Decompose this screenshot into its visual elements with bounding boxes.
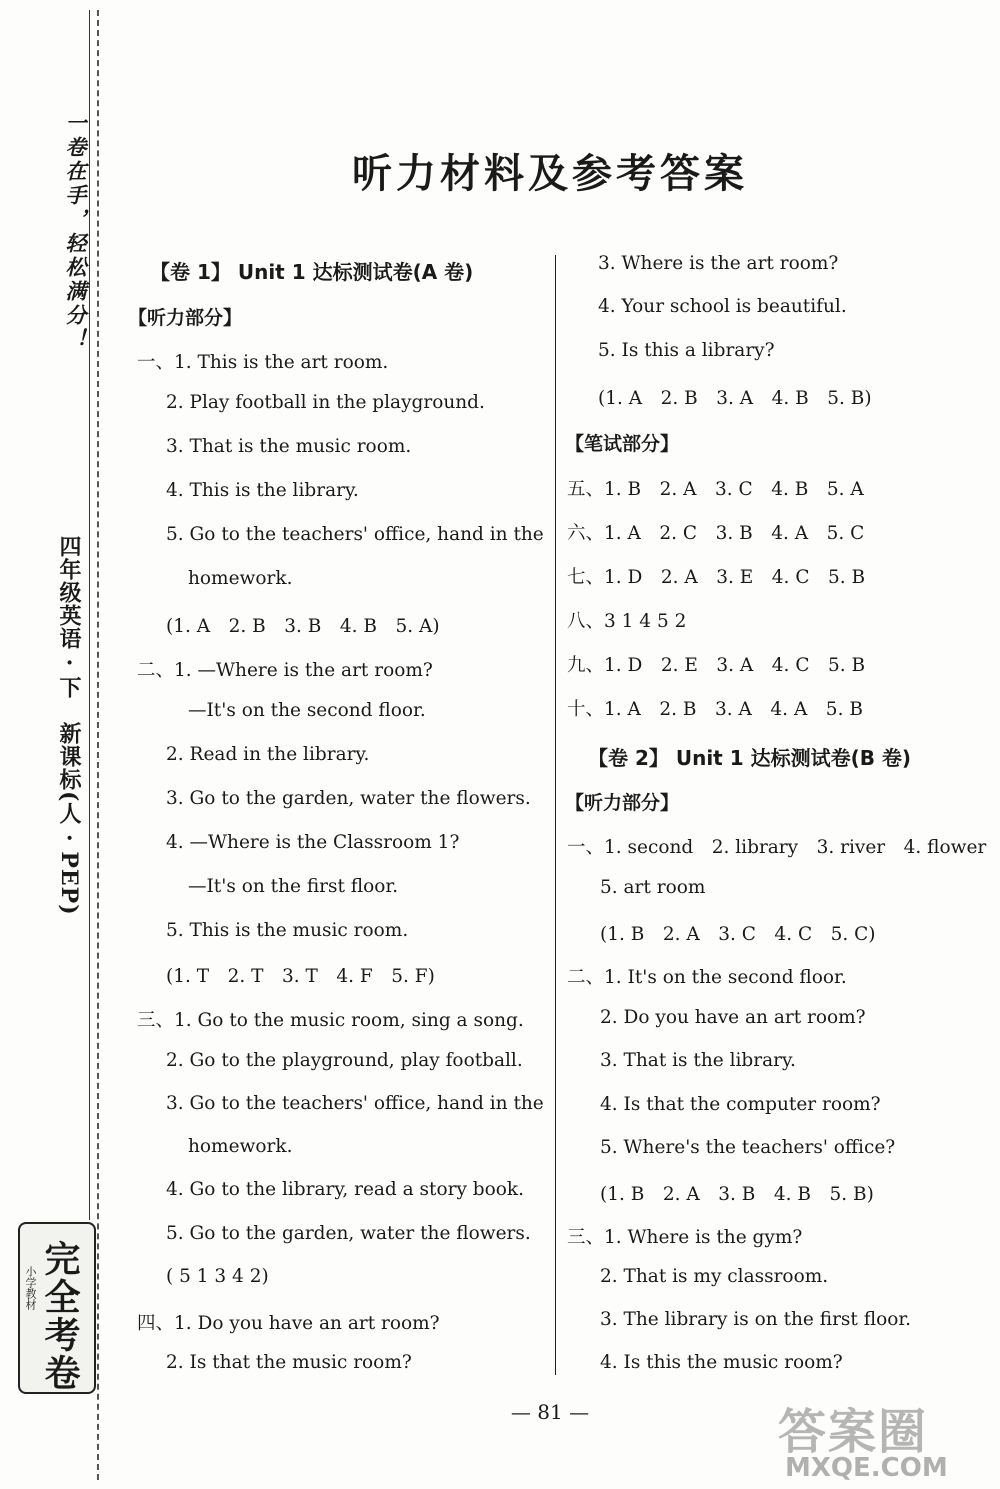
answer-line: 5. Go to the garden, water the flowers. <box>166 1223 531 1244</box>
answer-line: 3. That is the library. <box>600 1050 796 1071</box>
watermark: 答案圈 <box>778 1404 929 1460</box>
side-book-title: 四年级英语 · 下 新课标(人 · PEP) <box>56 535 82 916</box>
answer-line: 4. —Where is the Classroom 1? <box>166 832 460 853</box>
answer-line: 2. Is that the music room? <box>166 1352 412 1373</box>
answer-key: 十、1. A 2. B 3. A 4. A 5. B <box>567 699 863 720</box>
answer-line: 5. Where's the teachers' office? <box>600 1137 896 1158</box>
answer-key: (1. A 2. B 3. B 4. B 5. A) <box>166 616 440 637</box>
answer-line: homework. <box>188 1136 293 1157</box>
answer-line: 4. This is the library. <box>166 480 359 501</box>
answer-line: 3. That is the music room. <box>166 436 412 457</box>
answer-line: 3. Where is the art room? <box>598 253 839 274</box>
section-heading: 【卷 1】 Unit 1 达标测试卷(A 卷) <box>150 260 474 284</box>
side-slogan: 一卷在手，轻松满分！ <box>63 112 88 352</box>
answer-line: 2. That is my classroom. <box>600 1266 829 1287</box>
answer-line: 二、1. —Where is the art room? <box>137 660 433 681</box>
answer-key: 五、1. B 2. A 3. C 4. B 5. A <box>567 479 864 500</box>
section-label: 【听力部分】 <box>565 792 680 814</box>
answer-line: 一、1. second 2. library 3. river 4. flower <box>567 837 987 858</box>
answer-line: 5. This is the music room. <box>166 920 409 941</box>
answer-line: 5. Is this a library? <box>598 340 775 361</box>
answer-key: (1. B 2. A 3. C 4. C 5. C) <box>600 924 876 945</box>
answer-line: 4. Your school is beautiful. <box>598 296 847 317</box>
answer-line: 2. Play football in the playground. <box>166 392 485 413</box>
page-title: 听力材料及参考答案 <box>352 150 748 197</box>
answer-line: 2. Read in the library. <box>166 744 370 765</box>
answer-line: 四、1. Do you have an art room? <box>137 1313 440 1334</box>
answer-key: 九、1. D 2. E 3. A 4. C 5. B <box>567 655 866 676</box>
answer-line: 3. Go to the teachers' office, hand in the <box>166 1093 544 1114</box>
answer-key: 六、1. A 2. C 3. B 4. A 5. C <box>567 523 865 544</box>
answer-line: 二、1. It's on the second floor. <box>567 967 847 988</box>
answer-line: 4. Is that the computer room? <box>600 1094 881 1115</box>
answer-line: 4. Go to the library, read a story book. <box>166 1179 525 1200</box>
answer-key: (1. T 2. T 3. T 4. F 5. F) <box>166 966 435 987</box>
answer-line: 一、1. This is the art room. <box>137 352 389 373</box>
answer-key: 七、1. D 2. A 3. E 4. C 5. B <box>567 567 866 588</box>
section-label: 【笔试部分】 <box>565 433 680 455</box>
answer-line: 5. Go to the teachers' office, hand in the <box>166 524 544 545</box>
page-number: — 81 — <box>510 1400 590 1424</box>
watermark-url: MXQE.COM <box>785 1453 948 1483</box>
logo-title: 完全考卷 <box>39 1240 80 1392</box>
answer-line: 2. Do you have an art room? <box>600 1007 866 1028</box>
logo <box>18 1222 96 1394</box>
answer-key: ( 5 1 3 4 2) <box>166 1266 269 1287</box>
answer-line: 2. Go to the playground, play football. <box>166 1050 523 1071</box>
margin-dashed-line <box>97 10 99 1480</box>
answer-line: 3. Go to the garden, water the flowers. <box>166 788 531 809</box>
logo-subtitle: 小学教材 <box>24 1266 37 1310</box>
answer-line: homework. <box>188 568 293 589</box>
answer-line: —It's on the first floor. <box>188 876 399 897</box>
answer-line: 3. The library is on the first floor. <box>600 1309 912 1330</box>
answer-line: 三、1. Where is the gym? <box>567 1227 803 1248</box>
answer-line: 三、1. Go to the music room, sing a song. <box>137 1010 524 1031</box>
answer-key: 八、3 1 4 5 2 <box>567 611 687 632</box>
answer-line: 5. art room <box>600 877 706 898</box>
answer-key: (1. B 2. A 3. B 4. B 5. B) <box>600 1184 874 1205</box>
answer-line: 4. Is this the music room? <box>600 1352 843 1373</box>
column-divider <box>555 255 556 1375</box>
answer-key: (1. A 2. B 3. A 4. B 5. B) <box>598 388 872 409</box>
section-label: 【听力部分】 <box>128 307 243 329</box>
section-heading: 【卷 2】 Unit 1 达标测试卷(B 卷) <box>588 746 912 770</box>
answer-line: —It's on the second floor. <box>188 700 426 721</box>
